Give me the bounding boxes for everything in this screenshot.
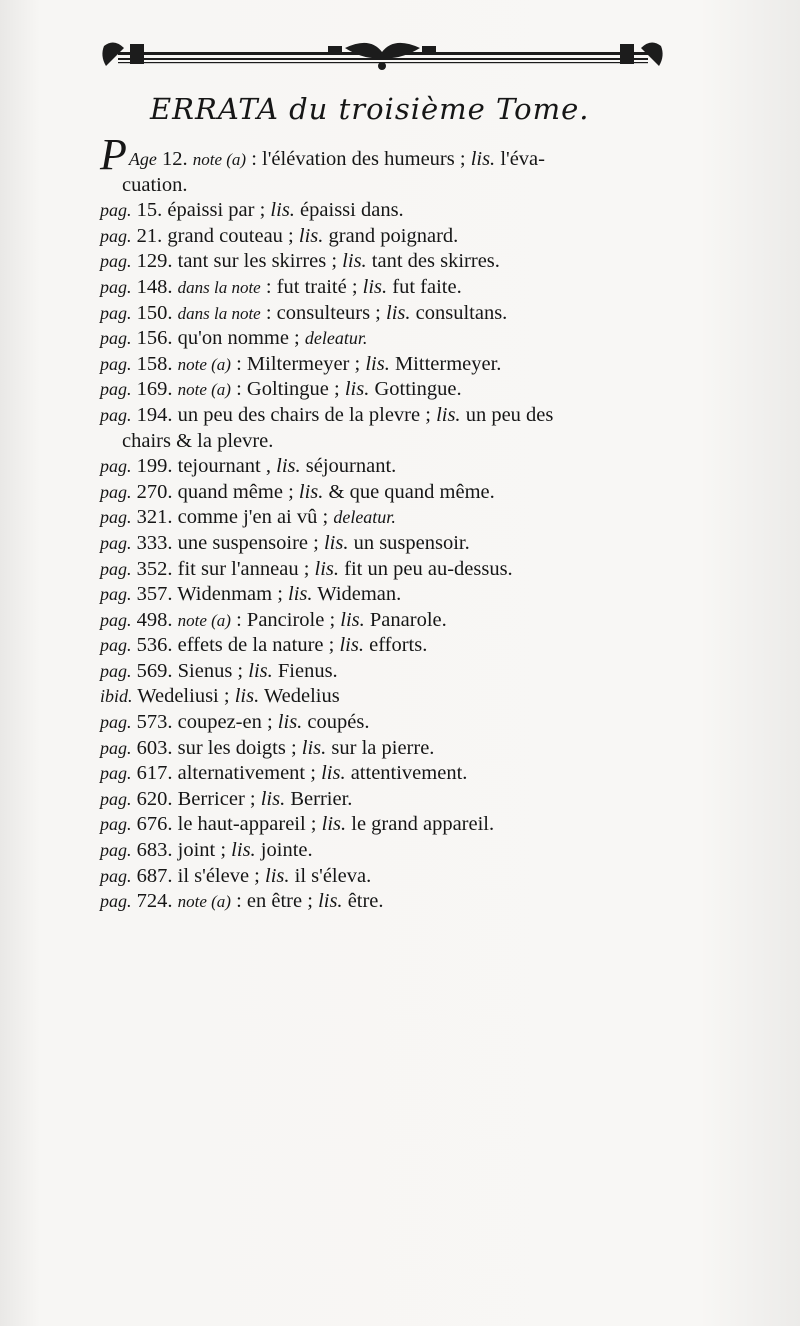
page-ref-word: pag.: [100, 276, 132, 297]
note-ref: note (a): [177, 610, 231, 630]
page-ref-word: pag.: [100, 660, 132, 681]
page-number: 357.: [136, 583, 173, 606]
correction-text: & que quand même.: [323, 480, 495, 503]
lisez-abbrev: lis.: [265, 864, 290, 887]
page-ref-word: pag.: [100, 456, 132, 477]
page-ref-word: pag.: [100, 200, 132, 221]
note-ref: note (a): [177, 380, 231, 400]
errata-entry: [100, 710, 720, 736]
page-ref-word: pag.: [100, 763, 132, 784]
page-ref-word: pag.: [100, 712, 132, 733]
page-ref-word: pag.: [100, 251, 132, 272]
errata-entry: [100, 249, 720, 275]
error-text: Wedeliusi ;: [137, 685, 235, 708]
error-text: : l'élévation des humeurs ;: [246, 148, 471, 170]
lisez-abbrev: lis.: [314, 557, 340, 580]
errata-entry: [100, 864, 720, 890]
error-text: grand couteau ;: [167, 224, 299, 247]
lisez-abbrev: lis.: [276, 455, 301, 478]
error-text: Berricer ;: [177, 787, 261, 810]
page-number: 150.: [136, 301, 173, 324]
page-ref-word: pag.: [100, 865, 132, 886]
lisez-abbrev: lis.: [277, 711, 303, 734]
correction-text: fit un peu au-dessus.: [339, 557, 513, 580]
page-number: 194.: [136, 403, 173, 426]
page-number: 15.: [136, 199, 163, 222]
note-ref: note (a): [177, 354, 231, 374]
page-ref-word: pag.: [100, 532, 132, 553]
correction-text: sur la pierre.: [326, 736, 435, 759]
correction-text: Berrier.: [285, 787, 353, 810]
errata-entry: [100, 736, 720, 762]
errata-entry: [100, 684, 720, 710]
error-text: coupez-en ;: [177, 711, 278, 734]
errata-entry: [100, 377, 720, 403]
error-text: fit sur l'anneau ;: [177, 557, 315, 580]
page-ref-word: pag.: [100, 737, 132, 758]
note-ref: dans la note: [177, 303, 261, 323]
error-text: effets de la nature ;: [177, 634, 340, 657]
page-ref-word: pag.: [100, 558, 132, 579]
error-text: tejournant ,: [177, 455, 277, 478]
page-ref-word: pag.: [100, 609, 132, 630]
error-text: épaissi par ;: [167, 199, 271, 222]
page-number: 573.: [136, 711, 173, 734]
page-ref-word: pag.: [100, 302, 132, 323]
correction-text: grand poignard.: [323, 224, 459, 247]
page-title: ERRATA du troisième Tome.: [150, 92, 590, 126]
correction-text: être.: [342, 890, 384, 913]
lisez-abbrev: lis.: [470, 148, 496, 170]
page-ref-word: pag.: [100, 328, 132, 349]
page-ref-word: pag.: [100, 814, 132, 835]
page-number: 603.: [136, 736, 173, 759]
errata-entry: [100, 608, 720, 634]
page-number: 199.: [136, 455, 173, 478]
errata-entry: [100, 480, 720, 506]
error-text: : fut traité ;: [260, 275, 363, 298]
note-ref: note (a): [177, 892, 231, 912]
lisez-abbrev: lis.: [231, 839, 256, 862]
errata-list: [100, 130, 720, 915]
error-text: : Pancirole ;: [230, 608, 341, 631]
lisez-abbrev: lis.: [288, 583, 313, 606]
page-ref-word: pag.: [100, 635, 132, 656]
page-ref-word: pag.: [100, 353, 132, 374]
error-text: : en être ;: [230, 890, 319, 913]
error-text: : consulteurs ;: [260, 301, 386, 324]
lisez-abbrev: lis.: [318, 890, 343, 913]
lisez-abbrev: lis.: [248, 659, 273, 682]
lisez-abbrev: lis.: [321, 813, 347, 836]
page-ref-word: pag.: [100, 840, 132, 861]
errata-entry: [100, 787, 720, 813]
lisez-abbrev: lis.: [298, 224, 324, 247]
page-ref-word: pag.: [100, 507, 132, 528]
lisez-abbrev: lis.: [260, 787, 286, 810]
errata-entry: [100, 633, 720, 659]
correction-text: Fienus.: [272, 659, 338, 682]
correction-text: jointe.: [255, 839, 313, 862]
error-text: le haut-appareil ;: [177, 813, 322, 836]
page-ref-word: pag.: [100, 891, 132, 912]
correction-text: séjournant.: [300, 455, 397, 478]
page-number: 352.: [136, 557, 173, 580]
lisez-abbrev: lis.: [321, 762, 346, 785]
page-number: 724.: [136, 890, 173, 913]
correction-text: tant des skirres.: [366, 250, 500, 273]
page-number: 536.: [136, 634, 173, 657]
correction-text: Mittermeyer.: [389, 352, 502, 375]
errata-entry: [100, 352, 720, 378]
page-ref-word: pag.: [100, 788, 132, 809]
error-text: : Miltermeyer ;: [230, 352, 366, 375]
errata-entry: [100, 659, 720, 685]
deleatur-mark: deleatur.: [304, 328, 368, 349]
lisez-abbrev: lis.: [342, 250, 367, 273]
errata-entry: [100, 531, 720, 557]
error-text: sur les doigts ;: [177, 736, 302, 759]
page-number: 158.: [136, 352, 173, 375]
continuation-line: chairs & la plevre.: [122, 429, 274, 452]
lisez-abbrev: lis.: [270, 199, 295, 222]
error-text: qu'on nomme ;: [177, 327, 305, 350]
error-text: un peu des chairs de la plevre ;: [177, 403, 437, 426]
page-ref-word: pag.: [100, 584, 132, 605]
page-number: 687.: [136, 864, 173, 887]
error-text: joint ;: [177, 839, 232, 862]
error-text: alternativement ;: [177, 762, 322, 785]
correction-text: un suspensoir.: [348, 531, 470, 554]
correction-text: Wideman.: [312, 583, 402, 606]
correction-text: Wedelius: [259, 685, 340, 708]
errata-entry: [100, 454, 720, 480]
deleatur-mark: deleatur.: [333, 507, 396, 528]
correction-text: consultans.: [410, 301, 508, 324]
error-text: il s'éleve ;: [177, 864, 266, 887]
errata-entry: [100, 403, 720, 454]
correction-text: il s'éleva.: [289, 864, 372, 887]
page-number: 129.: [136, 250, 173, 273]
errata-entry: [100, 301, 720, 327]
lisez-abbrev: lis.: [234, 685, 260, 708]
correction-text: l'éva-: [495, 148, 545, 170]
page-number: 321.: [136, 506, 173, 529]
error-text: : Goltingue ;: [230, 378, 345, 401]
errata-entry: [100, 505, 720, 531]
page-number: 156.: [136, 327, 173, 350]
errata-entry: [100, 557, 720, 583]
lisez-abbrev: lis.: [362, 275, 388, 298]
correction-text: fut faite.: [387, 275, 462, 298]
note-ref: dans la note: [177, 277, 261, 297]
page-number: 169.: [136, 378, 173, 401]
errata-entry: [100, 838, 720, 864]
errata-entry: [100, 326, 720, 352]
errata-entry: [100, 582, 720, 608]
error-text: quand même ;: [177, 480, 299, 503]
error-text: Widenmam ;: [177, 583, 289, 606]
page-number: 569.: [136, 659, 173, 682]
lisez-abbrev: lis.: [340, 608, 365, 631]
lisez-abbrev: lis.: [323, 531, 349, 554]
error-text: une suspensoire ;: [177, 531, 324, 554]
page-ref-word: pag.: [100, 481, 132, 502]
lisez-abbrev: lis.: [339, 634, 364, 657]
lisez-abbrev: lis.: [344, 378, 370, 401]
errata-entry: [100, 224, 720, 250]
page-ref-word: pag.: [100, 225, 132, 246]
errata-entry: [100, 812, 720, 838]
lisez-abbrev: lis.: [386, 301, 411, 324]
continuation-line: cuation.: [122, 173, 188, 196]
lisez-abbrev: lis.: [301, 736, 327, 759]
correction-text: coupés.: [302, 711, 370, 734]
page-number: 12.: [162, 148, 188, 170]
page-number: 21.: [136, 224, 163, 247]
page-ref-word: pag.: [100, 404, 132, 425]
page-ref-word: ibid.: [100, 686, 133, 707]
page-ref-word: pag.: [100, 379, 132, 400]
correction-text: le grand appareil.: [346, 813, 495, 836]
page-number: 683.: [136, 839, 173, 862]
page-number: 498.: [136, 608, 173, 631]
correction-text: Panarole.: [364, 608, 447, 631]
page-ref-word: Age: [128, 149, 157, 169]
lisez-abbrev: lis.: [436, 403, 461, 426]
error-text: Sienus ;: [177, 659, 249, 682]
correction-text: efforts.: [363, 634, 428, 657]
correction-text: un peu des: [460, 403, 554, 426]
errata-entry: [100, 889, 720, 915]
lisez-abbrev: lis.: [365, 352, 390, 375]
correction-text: épaissi dans.: [294, 199, 404, 222]
errata-entry: [100, 130, 720, 198]
correction-text: attentivement.: [345, 762, 468, 785]
errata-entry: [100, 761, 720, 787]
page-number: 148.: [136, 275, 173, 298]
error-text: tant sur les skirres ;: [177, 250, 343, 273]
page-number: 676.: [136, 813, 173, 836]
error-text: comme j'en ai vû ;: [177, 506, 334, 529]
drop-capital: P: [100, 130, 127, 179]
page-number: 617.: [136, 762, 173, 785]
page-number: 620.: [136, 787, 173, 810]
page-number: 333.: [136, 531, 173, 554]
blank-page-area: [0, 930, 800, 1326]
page-number: 270.: [136, 480, 173, 503]
note-ref: note (a): [192, 150, 247, 169]
correction-text: Gottingue.: [369, 378, 462, 401]
errata-entry: [100, 198, 720, 224]
errata-entry: [100, 275, 720, 301]
lisez-abbrev: lis.: [298, 480, 324, 503]
ornament-headpiece: [100, 36, 665, 76]
